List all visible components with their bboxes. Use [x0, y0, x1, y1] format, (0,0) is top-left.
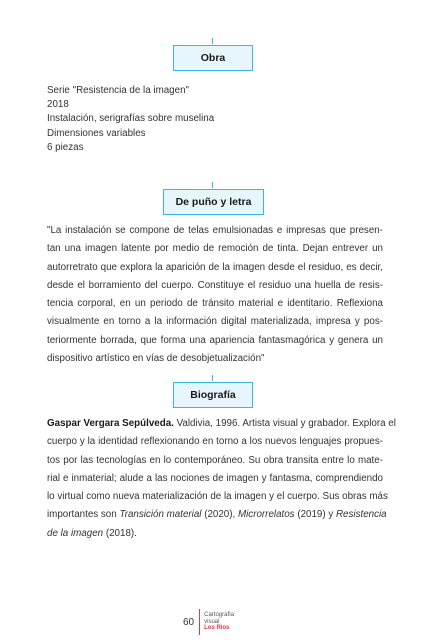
text-line: [47, 415, 396, 433]
author-name: Gaspar Vergara Sepúlveda.: [47, 418, 174, 429]
page-footer: [183, 609, 234, 635]
text-line: cuerpo y la identidad reflexionando en torno a los nuevos lenguajes propues-: [47, 436, 383, 448]
work-title: Resistencia: [335, 509, 387, 521]
section-heading-label: Obra: [200, 52, 226, 64]
section-heading-biografia: [173, 382, 253, 408]
text-line: visualmente en torno a la información digital materializada, impresa y pos-: [47, 316, 383, 328]
text-line: [47, 506, 387, 524]
logo-line: visual: [204, 618, 220, 625]
obra-pieces: 6 piezas: [47, 141, 84, 153]
obra-technique: Instalación, serigrafías sobre muselina: [47, 113, 215, 125]
bio-text: importantes son: [47, 509, 120, 521]
text-line: autorretrato que explora la aparición de la imagen desde el residuo, es decir,: [47, 261, 383, 273]
text-line: tan una imagen latente por medio de remoción de tinta. Dejan entrever un: [47, 243, 383, 255]
publication-logo: [204, 612, 234, 632]
bio-text: (2020),: [201, 509, 238, 521]
bio-text: (2018).: [103, 527, 137, 539]
text-line: "La instalación se compone de telas emulsionadas e impresas que presen-: [47, 225, 383, 236]
obra-details: [47, 84, 377, 155]
text-line: lo virtual como nueva materialización de la imagen y el cuerpo. Sus obras más: [47, 491, 388, 503]
section-connector: [212, 375, 213, 381]
text-line: tos por las tecnologías en lo contemporáneo. Su obra transita entre lo mate-: [47, 454, 383, 466]
footer-divider: [199, 609, 200, 635]
text-line: [47, 525, 383, 543]
section-heading-de-puno: [163, 189, 264, 215]
work-title: Transición material: [119, 509, 202, 521]
bio-text: Valdivia, 1996. Artista visual y grabador. Explora el: [173, 418, 396, 429]
text-line: tencia corporal, en un periodo de tránsito material e identitario. Reflexiona: [47, 298, 383, 310]
logo-line: Los Ríos: [204, 625, 230, 632]
section-connector: [212, 182, 213, 188]
section-heading-label: De puño y letra: [175, 196, 252, 208]
text-line: dispositivo artístico en vías de desobjetualización": [47, 353, 265, 365]
work-title: de la imagen: [47, 527, 104, 539]
obra-series: Serie "Resistencia de la imagen": [47, 85, 190, 96]
text-line: teriormente borrada, que forma una apariencia fantasmagórica y genera un: [47, 334, 383, 346]
bio-text: (2019) y: [294, 509, 336, 521]
work-title: Microrrelatos: [237, 509, 295, 521]
page-number: 60: [183, 616, 195, 628]
section-connector: [212, 38, 213, 44]
obra-year: 2018: [47, 99, 69, 111]
artist-statement: [47, 222, 383, 368]
logo-line: Cartografía: [204, 612, 235, 619]
biography: [47, 415, 396, 543]
obra-dimensions: Dimensiones variables: [47, 127, 146, 139]
text-line: rial e inmaterial; alude a las nociones de imagen y fantasma, comprendiendo: [47, 472, 383, 484]
section-heading-label: Biografía: [190, 389, 236, 401]
section-heading-obra: [173, 45, 253, 71]
text-line: desde el borramiento del cuerpo. Constituye el residuo una huella de resis-: [47, 279, 383, 291]
